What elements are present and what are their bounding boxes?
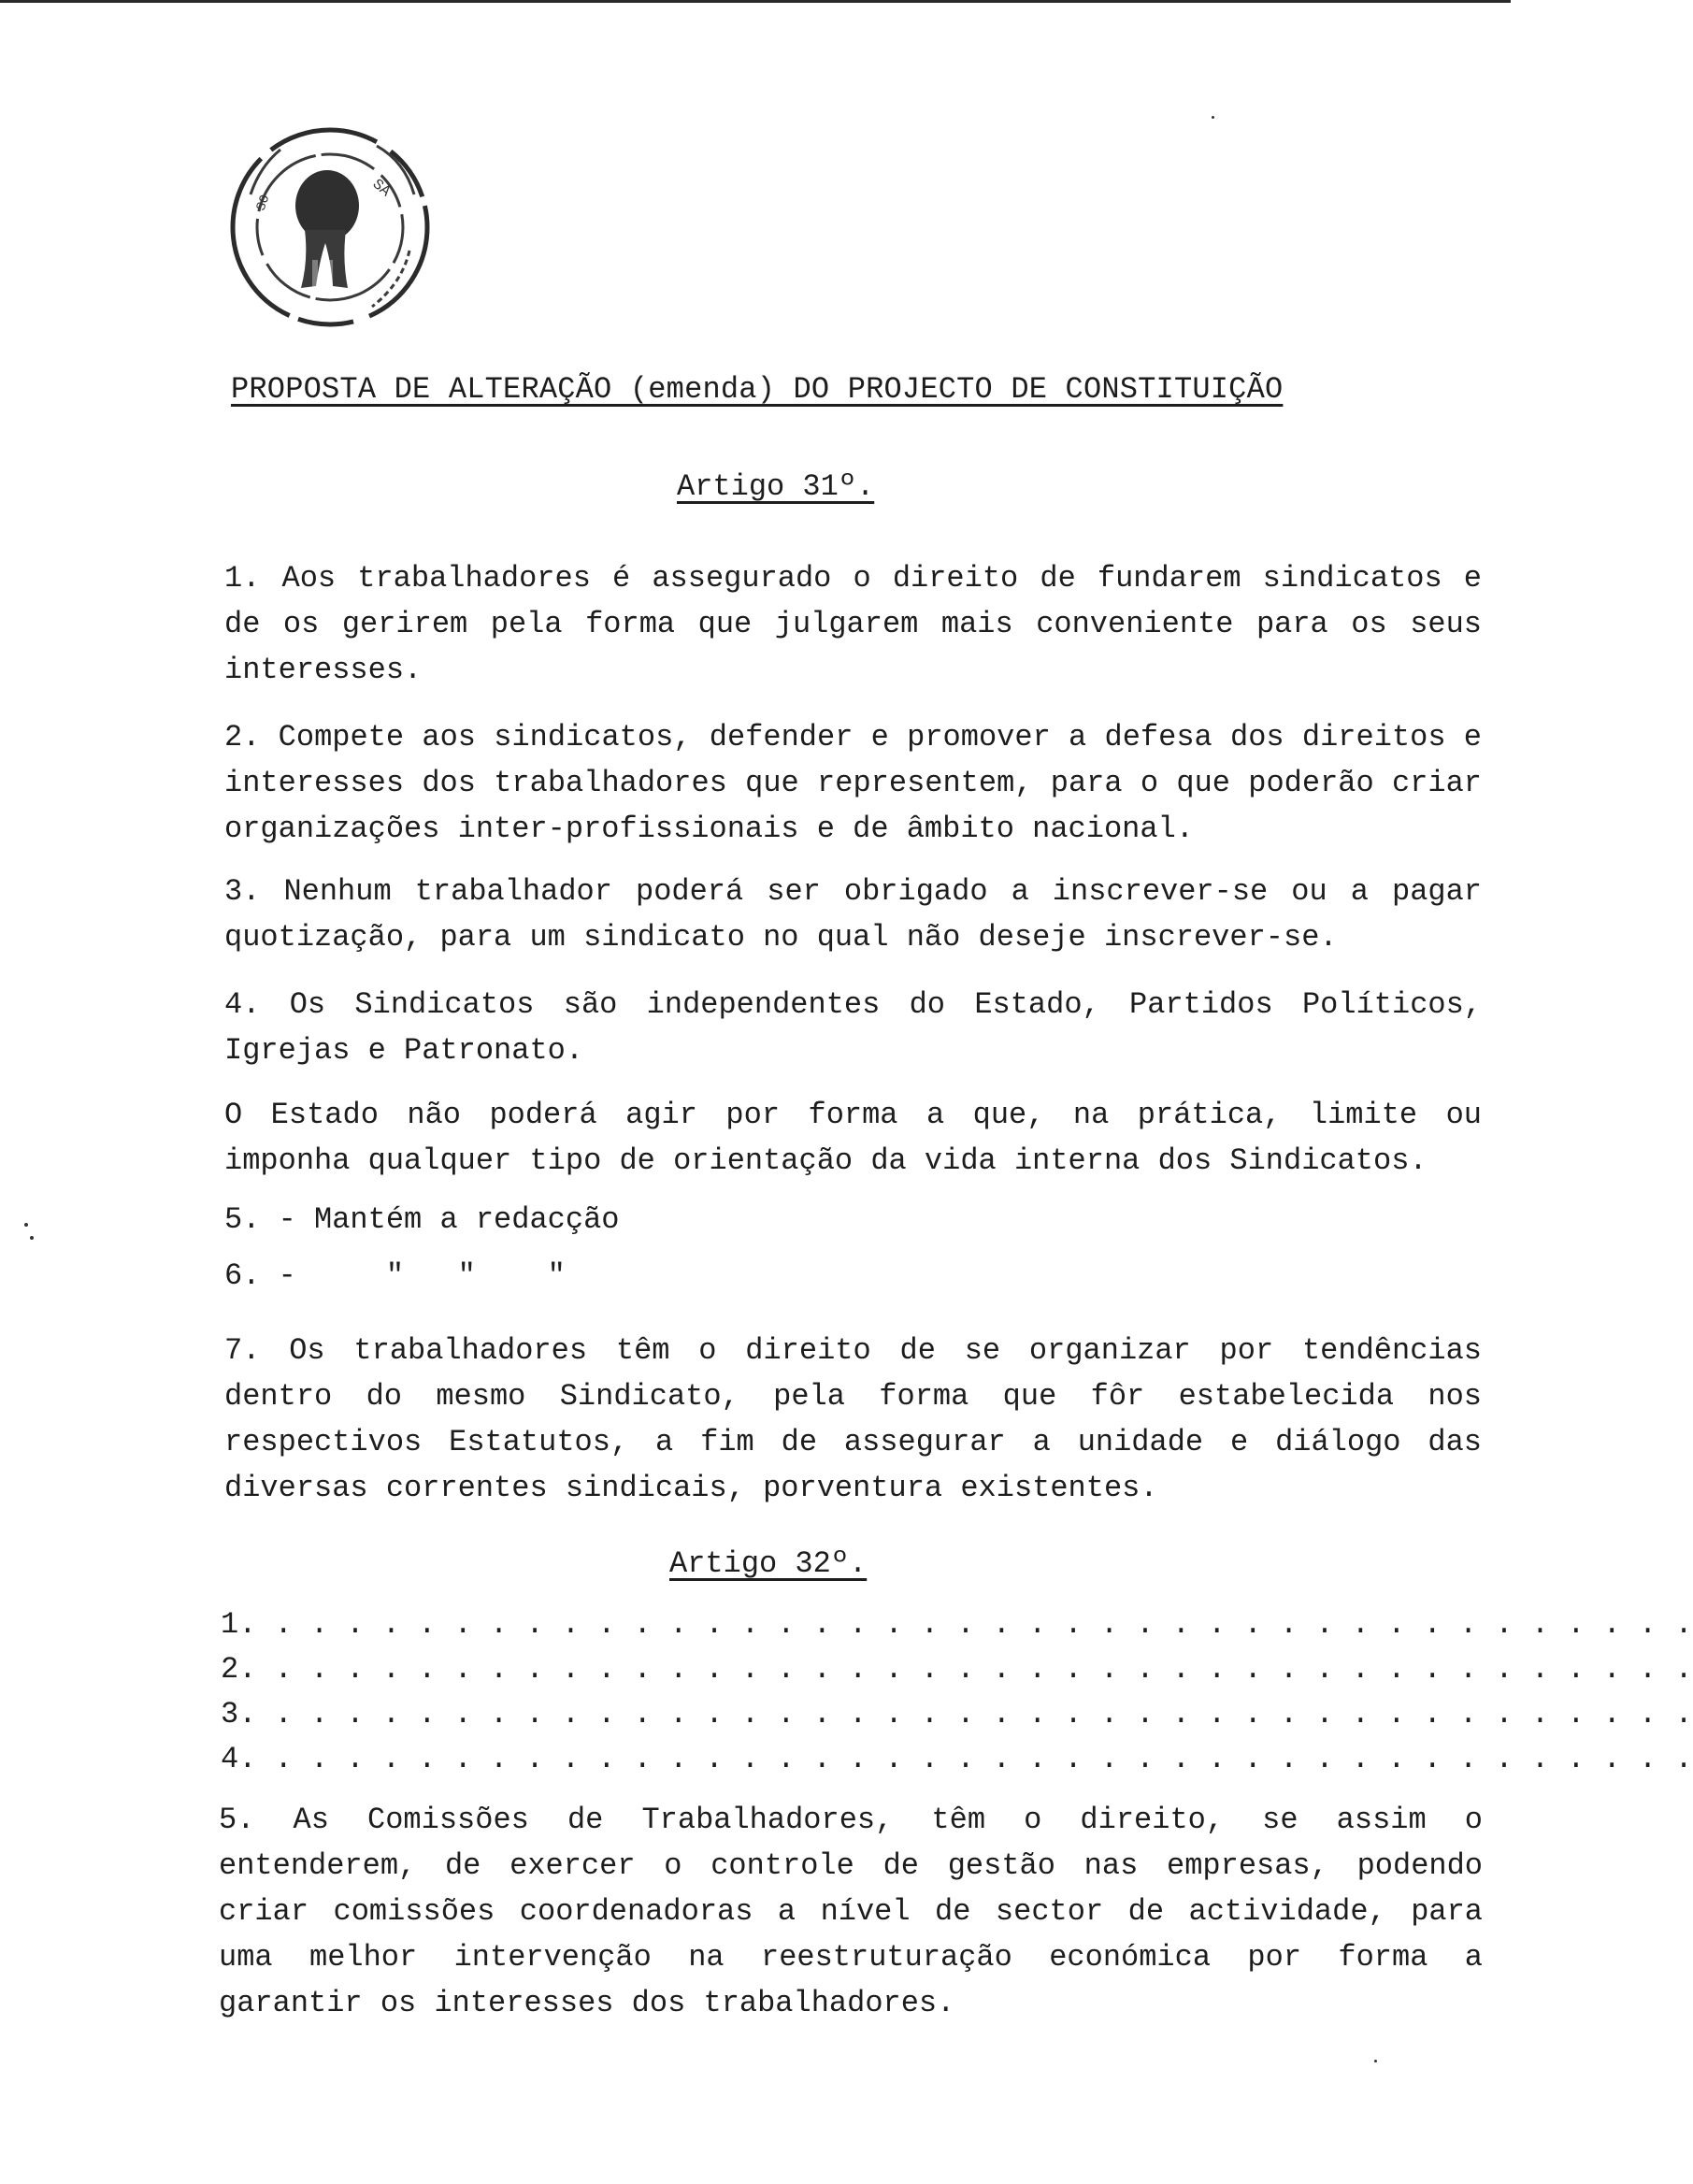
article-32-paragraph-5: 5. As Comissões de Trabalhadores, têm o direito, se assim o entenderem, de exercer o controle de gestão nas empresas, podendo criar comissões coordenadoras a nível de sector de actividade, para uma melhor intervenção na reestruturação económica por forma a garantir os interesses dos trabalhadores. <box>219 1803 1483 2020</box>
article-31-paragraph-4: 4. Os Sindicatos são independentes do Estado, Partidos Políticos, Igrejas e Patronato. <box>224 987 1482 1068</box>
article-31-paragraph-1: 1. Aos trabalhadores é assegurado o direito de fundarem sindicatos e de os gerirem pela forma que julgarem mais conveniente para os seus interesses. <box>224 561 1482 687</box>
article-31-paragraph-4-continuation: O Estado não poderá agir por forma a que, na prática, limite ou imponha qualquer tipo de orientação da vida interna dos Sindicatos. <box>224 1098 1482 1178</box>
paper-speck <box>1374 2060 1377 2062</box>
article-31-paragraph-5: 5. - Mantém a redacção <box>224 1202 620 1237</box>
paper-speck <box>30 1236 34 1240</box>
document-title: PROPOSTA DE ALTERAÇÃO (emenda) DO PROJECTO DE CONSTITUIÇÃO <box>231 372 1284 407</box>
article-31-paragraph-7: 7. Os trabalhadores têm o direito de se organizar por tendências dentro do mesmo Sindicato, pela forma que fôr estabelecida nos respectivos Estatutos, a fim de assegurar a unidade e diálogo das diversas correntes sindicais, porventura existentes. <box>224 1333 1482 1505</box>
paper-speck <box>1212 116 1214 119</box>
article-32-dotted-line-2: 2. . . . . . . . . . . . . . . . . . . . . . . . . . . . . . . . . . . . . . . . . <box>221 1652 1693 1687</box>
article-31-paragraph-6: 6. - " " " <box>224 1258 566 1293</box>
article-32-dotted-line-3: 3. . . . . . . . . . . . . . . . . . . . . . . . . . . . . . . . . . . . . . . . . <box>221 1697 1693 1731</box>
page-top-border <box>0 0 1511 3</box>
seal-stamp-icon <box>222 120 438 335</box>
article-31-heading: Artigo 31º. <box>677 469 875 504</box>
svg-text:SA: SA <box>368 176 395 201</box>
svg-text:SO: SO <box>253 193 274 213</box>
article-32-dotted-line-4: 4. . . . . . . . . . . . . . . . . . . . . . . . . . . . . . . . . . . . . . . . . <box>221 1742 1693 1776</box>
article-32-heading: Artigo 32º. <box>669 1546 868 1581</box>
article-31-paragraph-3: 3. Nenhum trabalhador poderá ser obrigado a inscrever-se ou a pagar quotização, para um sindicato no qual não deseje inscrever-se. <box>224 874 1482 955</box>
article-32-dotted-line-1: 1. . . . . . . . . . . . . . . . . . . . . . . . . . . . . . . . . . . . . . . . . <box>221 1607 1693 1642</box>
article-31-paragraph-2: 2. Compete aos sindicatos, defender e promover a defesa dos direitos e interesses dos trabalhadores que representem, para o que poderão criar organizações inter-profissionais e de âmbito nacional. <box>224 720 1482 846</box>
paper-speck <box>24 1223 28 1227</box>
